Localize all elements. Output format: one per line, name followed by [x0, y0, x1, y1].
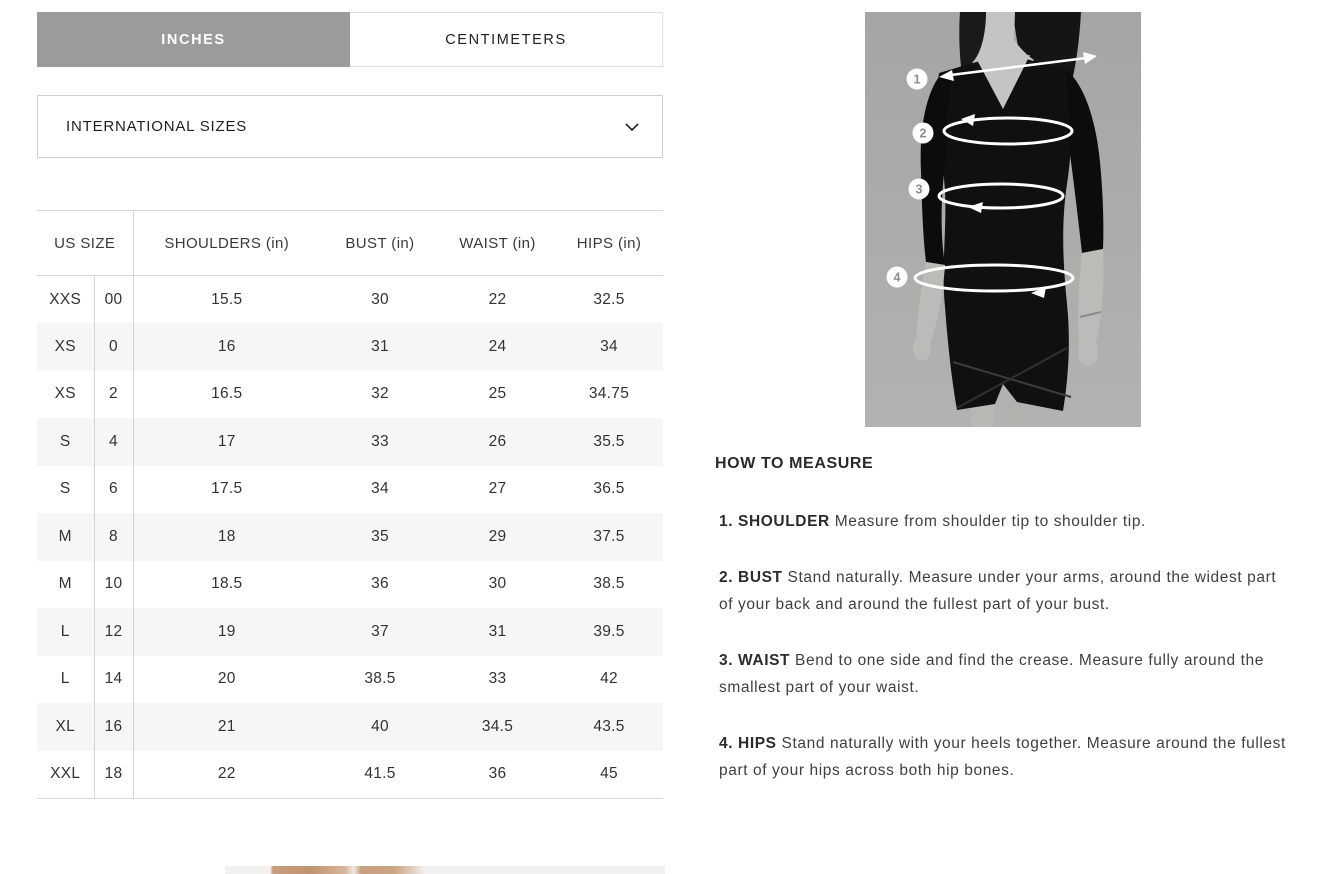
- table-cell: S: [37, 418, 94, 466]
- measure-instructions-list: [715, 508, 1293, 813]
- table-cell: 17.5: [211, 480, 243, 498]
- table-cell: 32.5: [593, 290, 625, 308]
- table-cell: S: [37, 466, 94, 514]
- header-us-size: US SIZE: [37, 211, 133, 276]
- table-cell: XS: [37, 371, 94, 419]
- table-cell: 34.5: [481, 717, 514, 735]
- table-row: [37, 466, 663, 514]
- table-cell: 34: [600, 337, 618, 355]
- table-cell: 10: [94, 561, 133, 609]
- size-table-body: [37, 276, 663, 799]
- table-cell: 30: [371, 290, 389, 308]
- marker-2: [913, 123, 934, 144]
- size-table-header: [37, 211, 663, 276]
- measure-item-label: 3. WAIST: [719, 652, 791, 669]
- table-cell: 30: [488, 575, 507, 593]
- table-cell: 38.5: [593, 575, 625, 593]
- svg-text:1: 1: [913, 72, 921, 87]
- svg-text:2: 2: [919, 126, 927, 141]
- table-cell: L: [37, 608, 94, 656]
- measure-item-label: 2. BUST: [719, 569, 783, 586]
- table-row: [37, 323, 663, 371]
- table-row: [37, 418, 663, 466]
- table-cell: 21: [217, 717, 236, 735]
- table-cell: 33: [371, 432, 389, 450]
- table-row: [37, 561, 663, 609]
- marker-4: [887, 267, 908, 288]
- table-cell: 14: [94, 656, 133, 704]
- table-cell: 45: [555, 751, 663, 799]
- table-cell: 16.5: [211, 385, 243, 403]
- dropdown-label: INTERNATIONAL SIZES: [66, 118, 248, 135]
- marker-3: [909, 179, 930, 200]
- table-cell: 36: [440, 751, 555, 799]
- table-cell: 37.5: [593, 527, 625, 545]
- tab-inches[interactable]: INCHES: [37, 12, 350, 67]
- table-row: [37, 513, 663, 561]
- table-cell: 19: [217, 622, 236, 640]
- table-row: [37, 371, 663, 419]
- header-bust: BUST (in): [320, 211, 440, 276]
- tab-centimeters[interactable]: CENTIMETERS: [350, 12, 663, 67]
- table-cell: 20: [217, 670, 236, 688]
- table-cell: 18: [217, 527, 236, 545]
- table-cell: 17: [217, 432, 236, 450]
- table-cell: 37: [371, 622, 389, 640]
- table-cell: 18: [94, 751, 133, 799]
- table-cell: 36: [371, 575, 389, 593]
- table-cell: L: [37, 656, 94, 704]
- measurement-figure-image: [865, 12, 1141, 427]
- table-cell: XS: [37, 323, 94, 371]
- table-cell: 43.5: [593, 717, 625, 735]
- table-cell: 2: [94, 371, 133, 419]
- international-sizes-dropdown[interactable]: [37, 95, 663, 158]
- table-cell: 33: [488, 670, 507, 688]
- table-cell: 18.5: [211, 575, 243, 593]
- measure-item-label: 4. HIPS: [719, 735, 777, 752]
- table-cell: XXS: [37, 276, 94, 324]
- table-cell: 35.5: [593, 432, 625, 450]
- table-cell: 31: [488, 622, 507, 640]
- table-cell: 22: [133, 751, 320, 799]
- table-row: [37, 276, 663, 324]
- table-cell: 41.5: [320, 751, 440, 799]
- table-cell: 25: [488, 385, 507, 403]
- table-cell: 0: [94, 323, 133, 371]
- table-cell: 29: [488, 527, 507, 545]
- table-cell: 42: [600, 670, 618, 688]
- table-cell: 8: [94, 513, 133, 561]
- how-to-measure-title: HOW TO MEASURE: [715, 455, 874, 472]
- svg-text:4: 4: [893, 270, 901, 285]
- table-cell: XXL: [37, 751, 94, 799]
- measure-item: 1. SHOULDER Measure from shoulder tip to shoulder tip.: [719, 513, 1146, 530]
- svg-text:3: 3: [915, 182, 923, 197]
- table-cell: 32: [371, 385, 389, 403]
- table-cell: XL: [37, 703, 94, 751]
- marker-1: [907, 69, 928, 90]
- table-cell: 40: [371, 717, 389, 735]
- table-cell: M: [37, 513, 94, 561]
- table-cell: 36.5: [593, 480, 625, 498]
- unit-tabs: [37, 12, 663, 67]
- table-cell: 15.5: [211, 290, 243, 308]
- table-cell: M: [37, 561, 94, 609]
- measure-item: 3. WAIST Bend to one side and find the crease. Measure fully around the smallest part of your waist.: [719, 652, 1264, 696]
- chevron-down-icon: [624, 122, 640, 132]
- header-hips: HIPS (in): [555, 211, 663, 276]
- table-cell: 39.5: [593, 622, 625, 640]
- table-cell: 22: [488, 290, 507, 308]
- table-row: [37, 703, 663, 751]
- measure-item-label: 1. SHOULDER: [719, 513, 830, 530]
- table-cell: 31: [371, 337, 389, 355]
- size-chart-table: [37, 210, 663, 799]
- table-cell: 34: [371, 480, 389, 498]
- table-cell: 16: [94, 703, 133, 751]
- table-cell: 27: [488, 480, 507, 498]
- table-cell: 24: [488, 337, 507, 355]
- table-cell: 4: [94, 418, 133, 466]
- table-cell: 00: [94, 276, 133, 324]
- header-shoulders: SHOULDERS (in): [133, 211, 320, 276]
- table-cell: 26: [488, 432, 507, 450]
- table-cell: 35: [371, 527, 389, 545]
- table-row: [37, 656, 663, 704]
- table-cell: 16: [217, 337, 236, 355]
- table-row: [37, 751, 663, 799]
- table-cell: 34.75: [588, 385, 630, 403]
- partial-photo-sliver: [225, 866, 665, 874]
- measure-item: 4. HIPS Stand naturally with your heels together. Measure around the fullest part of your hips across both hip bones.: [719, 735, 1286, 779]
- header-waist: WAIST (in): [440, 211, 555, 276]
- table-row: [37, 608, 663, 656]
- table-cell: 12: [94, 608, 133, 656]
- table-cell: 38.5: [364, 670, 396, 688]
- measure-item: 2. BUST Stand naturally. Measure under your arms, around the widest part of your back and around the fullest part of your bust.: [719, 569, 1277, 613]
- model-photo-illustration: [865, 12, 1141, 427]
- table-cell: 6: [94, 466, 133, 514]
